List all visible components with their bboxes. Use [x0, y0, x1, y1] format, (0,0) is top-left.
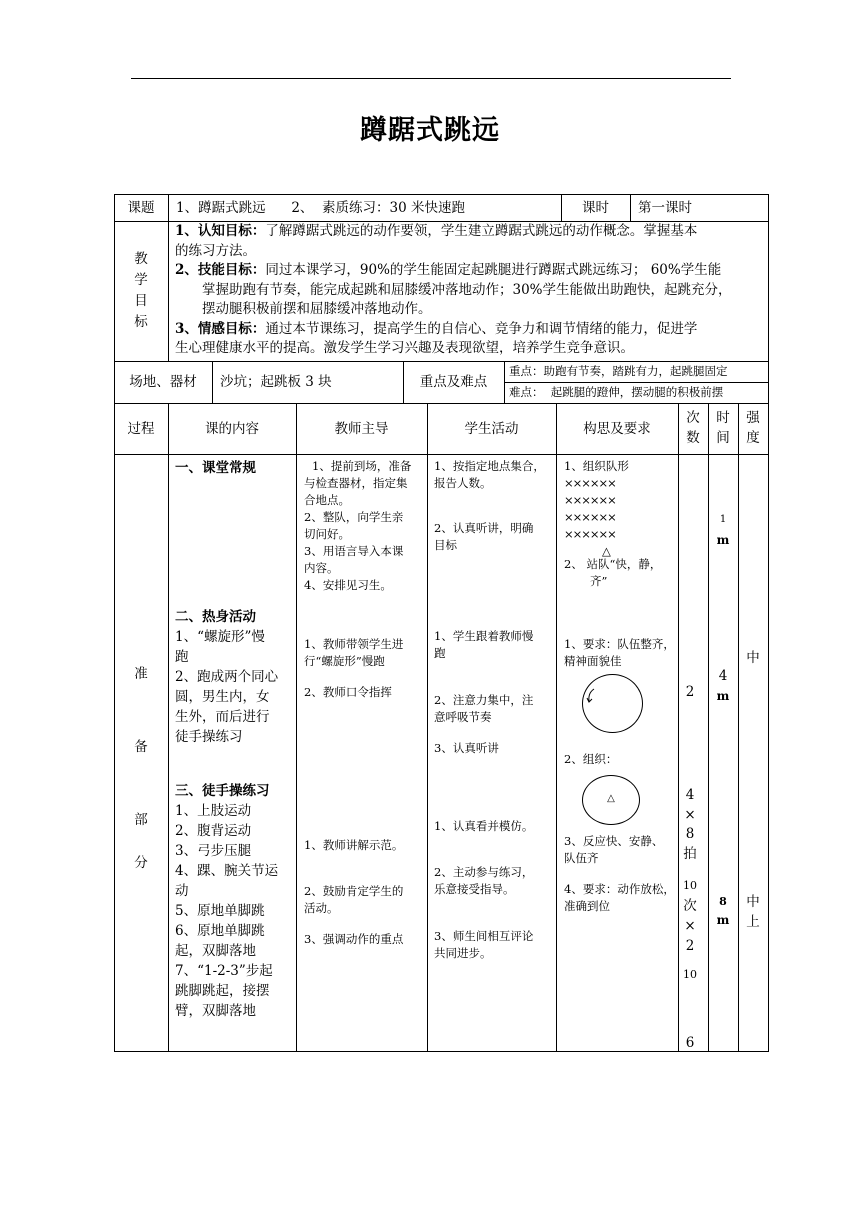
page-title: 蹲踞式跳远 [360, 115, 500, 146]
student-listen: 2、认真听讲，明确 目标 [434, 521, 534, 552]
teacher-triangle-icon: △ [602, 544, 611, 558]
period-label: 课时 [582, 200, 609, 216]
student-imitate: 1、认真看并模仿。 [434, 819, 534, 833]
section-char: 备 [134, 739, 148, 755]
content-heading-1: 一、课堂常规 [175, 460, 256, 476]
student-attentive: 3、认真听讲 [434, 741, 499, 755]
req-response: 3、反应快、安静、 队伍齐 [564, 834, 664, 865]
teacher-warmup: 1、教师带领学生进 行“螺旋形”慢跑 [304, 637, 404, 668]
teacher-emphasis: 3、强调动作的重点 [304, 932, 404, 946]
venue-value: 沙坑；起跳板 3 块 [220, 374, 332, 390]
intensity-value: 中 [746, 650, 760, 666]
content-heading-3: 三、徒手操练习 [175, 783, 270, 799]
header-times: 次 数 [686, 410, 700, 446]
req-formation: 1、组织队形 ×××××× ×××××× ×××××× ×××××× △ [564, 458, 678, 560]
curved-arrow-icon [584, 688, 598, 706]
header-requirements: 构思及要求 [583, 421, 651, 437]
student-evaluate: 3、师生间相互评论 共同进步。 [434, 929, 534, 960]
times-value: 6 [685, 1035, 695, 1051]
teacher-encourage: 2、鼓励肯定学生的 活动。 [304, 884, 404, 915]
teacher-command: 2、教师口令指挥 [304, 685, 392, 699]
req-organize: 2、组织： [564, 752, 618, 766]
header-duration: 时 间 [716, 410, 730, 446]
teacher-routine: 1、提前到场，准备 与检查器材，指定集 合地点。 2、整队，向学生亲 切问好。 3、用语言导入本课 内容。 4、安排见习生。 [304, 459, 412, 592]
times-value: 10 [683, 968, 697, 981]
venue-label: 场地、器材 [129, 374, 197, 390]
difficulty: 难点： 起跳腿的蹬伸，摆动腿的积极前摆 [509, 385, 724, 399]
header-content: 课的内容 [205, 421, 259, 437]
header-teacher: 教师主导 [334, 421, 389, 437]
section-char: 准 [134, 666, 148, 682]
subject-content: 1、蹲踞式跳远 2、 素质练习：30 米快速跑 [176, 200, 465, 216]
times-value: 4 × 8 拍 [683, 787, 697, 862]
student-participate: 2、主动参与练习， 乐意接受指导。 [434, 865, 534, 896]
section-char: 分 [134, 855, 148, 871]
duration-value: 1 m [716, 514, 730, 547]
circle-triangle-icon: △ [607, 793, 615, 804]
objectives-text: 1、认知目标：了解蹲踞式跳远的动作要领，学生建立蹲踞式跳远的动作概念。掌握基本 的练习方法。 2、技能目标：同过本课学习，90%的学生能固定起跳腿进行蹲踞式跳远练习； 60%学生能 掌握助跑有节奏，能完成起跳和屈膝缓冲落地动作；30%学生能做出助跑快，起跳充分， 摆动腿积极前摆和屈膝缓冲落地动作。 3、情感目标：通过本节课练习，提高学生的自信心、竞争力和调节情绪的能力，促进学 生心理健康水平的提高。激发学生学习兴趣及表现欲望，培养学生竞争意识。 [175, 223, 732, 356]
times-value: 10 次 × 2 [683, 879, 697, 954]
subject-label: 课题 [127, 200, 155, 216]
key-point: 重点：助跑有节奏，踏跳有力，起跳腿固定 [509, 364, 728, 378]
intensity-value: 中 上 [746, 894, 760, 930]
duration-value: 4 m [716, 668, 730, 703]
req-neat: 1、要求：队伍整齐， 精神面貌佳 [564, 637, 675, 668]
student-assemble: 1、按指定地点集合， 报告人数。 [434, 459, 545, 490]
content-warmup-list: 1、“螺旋形”慢 跑 2、跑成两个同心 圆，男生内，女 生外，而后进行 徒手操练习 [175, 629, 279, 745]
req-lineup: 2、 站队“快，静， 齐” [564, 557, 662, 588]
content-exercise-list: 1、上肢运动 2、腹背运动 3、弓步压腿 4、踝、腕关节运 动 5、原地单脚跳 6、原地单脚跳 起，双脚落地 7、“1-2-3”步起 跳脚跳起，接摆 臂，双脚落地 [175, 803, 279, 1019]
header-student: 学生活动 [464, 421, 519, 437]
duration-value: 8 m [716, 895, 730, 927]
header-process: 过程 [127, 421, 155, 437]
content-heading-2: 二、热身活动 [175, 609, 256, 625]
req-relax: 4、要求：动作放松， 准确到位 [564, 882, 675, 913]
student-focus: 2、注意力集中，注 意呼吸节奏 [434, 693, 534, 724]
period-value: 第一课时 [638, 200, 692, 216]
objectives-label: 教 学 目 标 [134, 251, 148, 330]
teacher-demo: 1、教师讲解示范。 [304, 838, 404, 852]
times-value: 2 [685, 684, 695, 700]
header-rule [131, 78, 731, 79]
section-char: 部 [134, 812, 148, 828]
header-intensity: 强 度 [746, 410, 760, 446]
key-points-label: 重点及难点 [419, 374, 488, 390]
student-jog: 1、学生跟着教师慢 跑 [434, 629, 534, 660]
